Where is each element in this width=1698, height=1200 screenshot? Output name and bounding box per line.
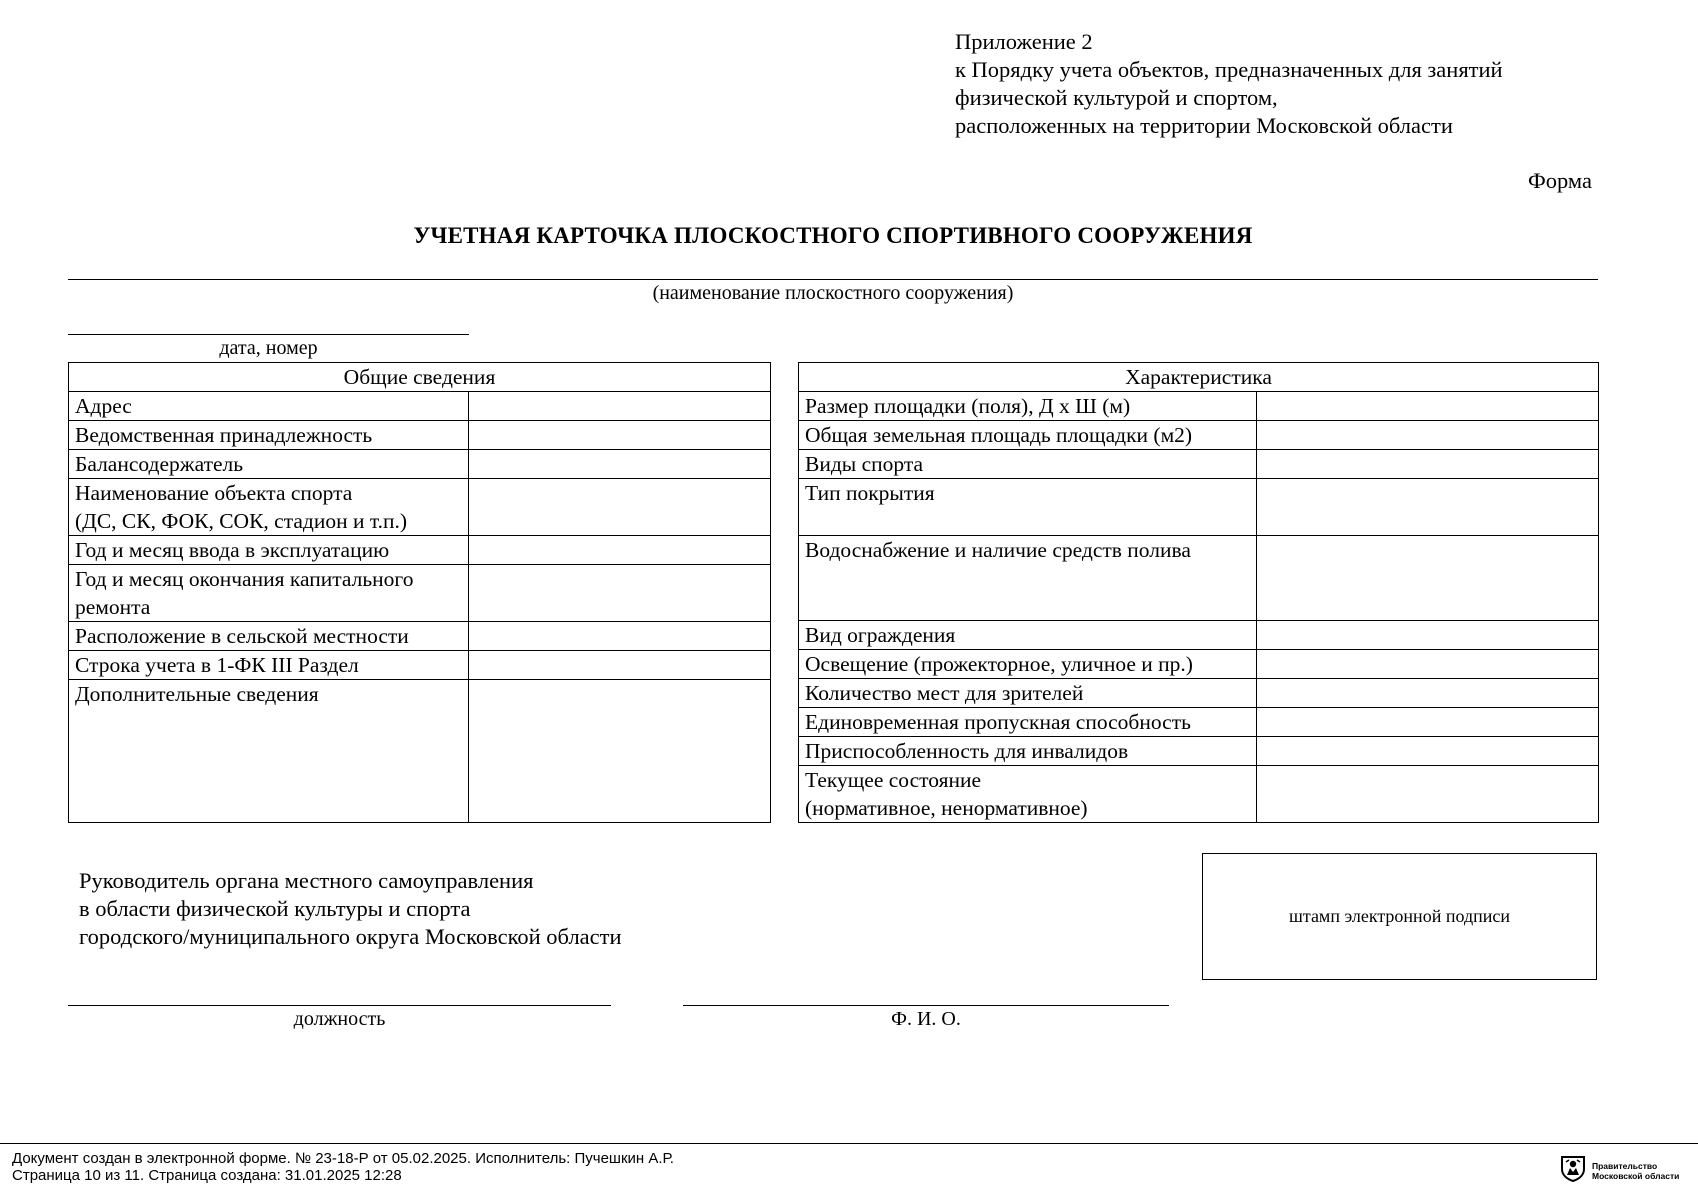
row-value-fencing[interactable] [1257, 621, 1599, 650]
row-label-affiliation: Ведомственная принадлежность [69, 421, 469, 450]
row-value-water-supply[interactable] [1257, 536, 1599, 621]
row-label-rural-location: Расположение в сельской местности [69, 622, 469, 651]
row-value-sports[interactable] [1257, 450, 1599, 479]
row-label-fencing: Вид ограждения [799, 621, 1257, 650]
general-info-table [68, 362, 771, 823]
date-number-caption: дата, номер [219, 337, 318, 359]
fio-line[interactable] [683, 1005, 1169, 1006]
appendix-line: расположенных на территории Московской области [955, 113, 1453, 138]
row-value-affiliation[interactable] [469, 421, 771, 450]
signer-line: городского/муниципального округа Московской области [79, 924, 622, 949]
row-value-current-state[interactable] [1257, 766, 1599, 823]
characteristics-header: Характеристика [799, 363, 1599, 392]
row-value-balance-holder[interactable] [469, 450, 771, 479]
row-label-lighting: Освещение (прожекторное, уличное и пр.) [799, 650, 1257, 679]
row-label-balance-holder: Балансодержатель [69, 450, 469, 479]
row-label-repair-date: Год и месяц окончания капитального ремонта [69, 565, 469, 622]
gov-name-line: Московской области [1592, 1170, 1680, 1181]
form-label: Форма [1527, 168, 1592, 193]
appendix-line: к Порядку учета объектов, предназначенных для занятий [955, 57, 1503, 82]
row-label-field-size: Размер площадки (поля), Д х Ш (м) [799, 392, 1257, 421]
signature-stamp-box [1202, 853, 1597, 980]
appendix-line: Приложение 2 [955, 29, 1093, 54]
facility-name-line[interactable] [68, 279, 1598, 280]
row-value-field-size[interactable] [1257, 392, 1599, 421]
facility-name-caption: (наименование плоскостного сооружения) [652, 282, 1014, 304]
appendix-note [955, 28, 1503, 140]
row-value-accessibility[interactable] [1257, 737, 1599, 766]
row-value-accounting-line[interactable] [469, 651, 771, 680]
signer-line: в области физической культуры и спорта [79, 896, 471, 921]
footer-document-line: Документ создан в электронной форме. № 23-18-Р от 05.02.2025. Исполнитель: Пучешкин А.Р. [12, 1150, 674, 1167]
coat-of-arms-icon [1560, 1154, 1586, 1187]
fio-caption: Ф. И. О. [891, 1008, 961, 1030]
row-label-sports: Виды спорта [799, 450, 1257, 479]
position-line[interactable] [68, 1005, 611, 1006]
row-label-land-area: Общая земельная площадь площадки (м2) [799, 421, 1257, 450]
row-value-rural-location[interactable] [469, 622, 771, 651]
row-value-lighting[interactable] [1257, 650, 1599, 679]
row-label-current-state: Текущее состояние (нормативное, ненормативное) [799, 766, 1257, 823]
row-value-object-name[interactable] [469, 479, 771, 536]
gov-name-line: Правительство [1592, 1160, 1658, 1171]
row-label-water-supply: Водоснабжение и наличие средств полива [799, 536, 1257, 621]
row-value-address[interactable] [469, 392, 771, 421]
appendix-line: физической культурой и спортом, [955, 85, 1278, 110]
row-value-commissioning-date[interactable] [469, 536, 771, 565]
row-label-accounting-line: Строка учета в 1-ФК III Раздел [69, 651, 469, 680]
document-title: УЧЕТНАЯ КАРТОЧКА ПЛОСКОСТНОГО СПОРТИВНОГО СООРУЖЕНИЯ [413, 223, 1253, 248]
footer-page-line: Страница 10 из 11. Страница создана: 31.01.2025 12:28 [12, 1167, 402, 1184]
row-value-throughput[interactable] [1257, 708, 1599, 737]
row-value-surface-type[interactable] [1257, 479, 1599, 536]
date-number-line[interactable] [68, 334, 469, 335]
row-value-land-area[interactable] [1257, 421, 1599, 450]
signer-block [79, 867, 622, 951]
footer-divider [0, 1143, 1698, 1144]
signature-stamp-label: штамп электронной подписи [1289, 906, 1510, 926]
general-info-header: Общие сведения [69, 363, 771, 392]
row-label-commissioning-date: Год и месяц ввода в эксплуатацию [69, 536, 469, 565]
row-value-spectator-seats[interactable] [1257, 679, 1599, 708]
row-label-spectator-seats: Количество мест для зрителей [799, 679, 1257, 708]
signer-line: Руководитель органа местного самоуправления [79, 868, 534, 893]
row-label-accessibility: Приспособленность для инвалидов [799, 737, 1257, 766]
row-value-repair-date[interactable] [469, 565, 771, 622]
row-label-object-name: Наименование объекта спорта (ДС, СК, ФОК, СОК, стадион и т.п.) [69, 479, 469, 536]
footer-info [12, 1150, 674, 1184]
row-label-address: Адрес [69, 392, 469, 421]
position-caption: должность [293, 1008, 386, 1030]
row-value-additional-info[interactable] [469, 680, 771, 823]
row-label-additional-info: Дополнительные сведения [69, 680, 469, 823]
government-logo [1560, 1154, 1679, 1187]
row-label-throughput: Единовременная пропускная способность [799, 708, 1257, 737]
characteristics-table [798, 362, 1599, 823]
row-label-surface-type: Тип покрытия [799, 479, 1257, 536]
